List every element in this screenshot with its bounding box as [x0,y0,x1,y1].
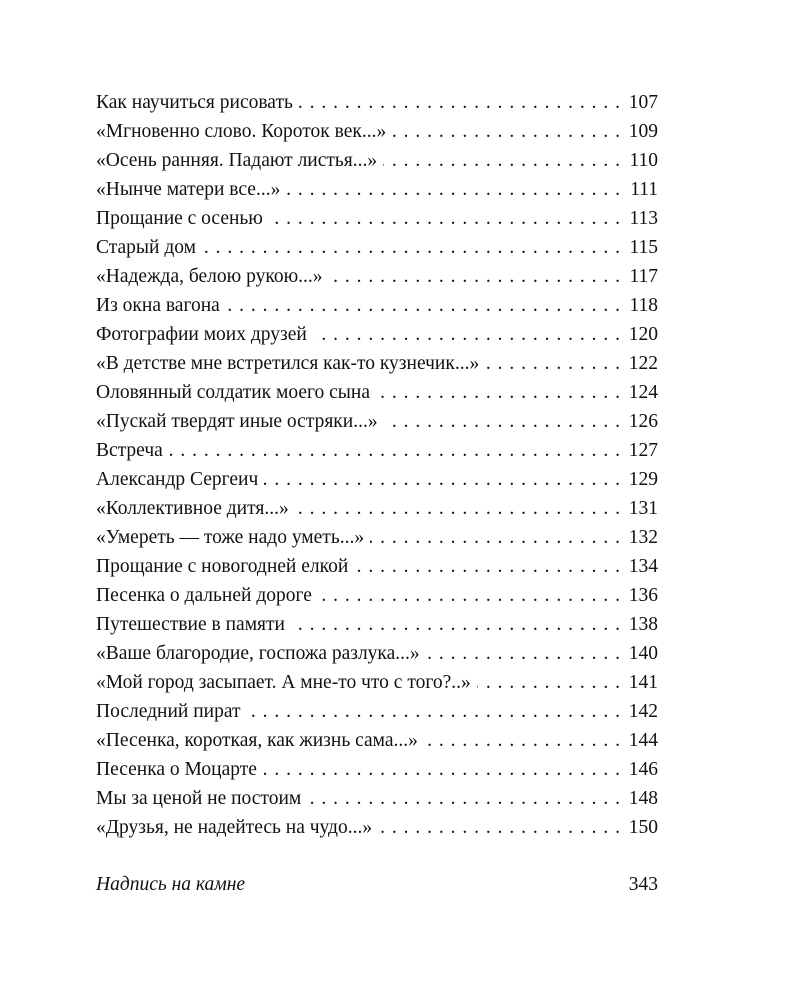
toc-entry-page: 129 [628,469,658,490]
toc-entry-page: 141 [628,672,658,693]
toc-entry [96,407,658,436]
dot-leader [299,88,620,117]
toc-entry-page: 109 [628,121,658,142]
toc-entry [96,88,658,117]
dot-leader [263,755,620,784]
dot-leader [485,349,620,378]
toc-entry-page: 131 [628,498,658,519]
toc-entry-title: «Пускай твердят иные остряки...» [96,411,378,432]
toc-entry [96,755,658,784]
toc-entry-page: 122 [628,353,658,374]
toc-entry-page: 126 [628,411,658,432]
toc-entry-page: 140 [628,643,658,664]
toc-entry [96,436,658,465]
running-title: Надпись на камне [96,874,246,895]
toc-entry [96,668,658,697]
toc-entry [96,233,658,262]
toc-entry-title: «Надежда, белою рукою...» [96,266,323,287]
dot-leader [392,117,620,146]
table-of-contents [96,88,658,842]
toc-entry-title: Оловянный солдатик моего сына [96,382,370,403]
toc-entry-title: «Мгновенно слово. Короток век...» [96,121,387,142]
toc-entry-page: 124 [628,382,658,403]
toc-entry-title: «Нынче матери все...» [96,179,281,200]
toc-entry-title: Старый дом [96,237,196,258]
toc-entry-page: 113 [629,208,658,229]
toc-entry-page: 117 [629,266,658,287]
toc-entry-title: «Умереть — тоже надо уметь...» [96,527,365,548]
toc-entry-page: 142 [628,701,658,722]
toc-entry-title: Прощание с новогодней елкой [96,556,349,577]
toc-entry [96,639,658,668]
toc-entry [96,523,658,552]
toc-entry-title: «Ваше благородие, госпожа разлука...» [96,643,420,664]
toc-entry-page: 134 [628,556,658,577]
toc-entry-page: 138 [628,614,658,635]
dot-leader [354,552,620,581]
toc-entry-title: «В детстве мне встретился как-то кузнечик...» [96,353,480,374]
dot-leader [376,378,620,407]
toc-entry-title: Из окна вагона [96,295,220,316]
dot-leader [329,262,620,291]
toc-entry [96,610,658,639]
toc-entry [96,146,658,175]
toc-entry-page: 144 [628,730,658,751]
dot-leader [370,523,620,552]
dot-leader [291,610,620,639]
toc-entry [96,726,658,755]
toc-entry-title: Как научиться рисовать [96,92,293,113]
dot-leader [477,668,620,697]
toc-entry-title: «Коллективное дитя...» [96,498,289,519]
toc-entry-title: Мы за ценой не постоим [96,788,302,809]
toc-entry-page: 136 [628,585,658,606]
dot-leader [247,697,621,726]
dot-leader [269,204,620,233]
toc-entry-page: 127 [628,440,658,461]
toc-entry-page: 107 [628,92,658,113]
toc-entry-title: «Осень ранняя. Падают листья...» [96,150,378,171]
toc-entry [96,697,658,726]
toc-entry-title: Песенка о дальней дороге [96,585,312,606]
toc-entry [96,784,658,813]
dot-leader [318,581,620,610]
toc-entry-title: Фотографии моих друзей [96,324,307,345]
dot-leader [226,291,620,320]
toc-entry [96,175,658,204]
toc-entry [96,262,658,291]
toc-entry-title: «Друзья, не надейтесь на чудо...» [96,817,373,838]
dot-leader [424,726,620,755]
toc-entry-title: Песенка о Моцарте [96,759,257,780]
toc-entry-title: Путешествие в памяти [96,614,285,635]
dot-leader [307,784,620,813]
toc-entry-title: Александр Сергеич [96,469,259,490]
toc-entry-page: 148 [628,788,658,809]
toc-entry-title: «Песенка, короткая, как жизнь сама...» [96,730,418,751]
toc-entry-page: 111 [630,179,658,200]
toc-entry-title: Встреча [96,440,163,461]
toc-entry-page: 110 [629,150,658,171]
dot-leader [384,407,620,436]
toc-entry [96,813,658,842]
dot-leader [426,639,620,668]
toc-entry [96,581,658,610]
dot-leader [295,494,620,523]
toc-entry-page: 150 [628,817,658,838]
dot-leader [264,465,620,494]
toc-entry-page: 146 [628,759,658,780]
toc-entry [96,117,658,146]
dot-leader [378,813,620,842]
page-footer [96,874,658,896]
toc-entry-title: «Мой город засыпает. А мне-то что с того?..» [96,672,471,693]
toc-entry-page: 115 [629,237,658,258]
dot-leader [202,233,620,262]
toc-entry [96,204,658,233]
toc-entry-title: Последний пират [96,701,241,722]
toc-entry [96,320,658,349]
toc-entry [96,465,658,494]
toc-entry-page: 118 [629,295,658,316]
toc-entry [96,494,658,523]
dot-leader [313,320,620,349]
toc-entry-page: 132 [628,527,658,548]
toc-entry [96,552,658,581]
toc-entry [96,378,658,407]
toc-entry [96,349,658,378]
dot-leader [383,146,620,175]
dot-leader [169,436,620,465]
dot-leader [286,175,620,204]
toc-entry [96,291,658,320]
toc-entry-title: Прощание с осенью [96,208,263,229]
toc-entry-page: 120 [628,324,658,345]
page-number: 343 [628,874,658,895]
